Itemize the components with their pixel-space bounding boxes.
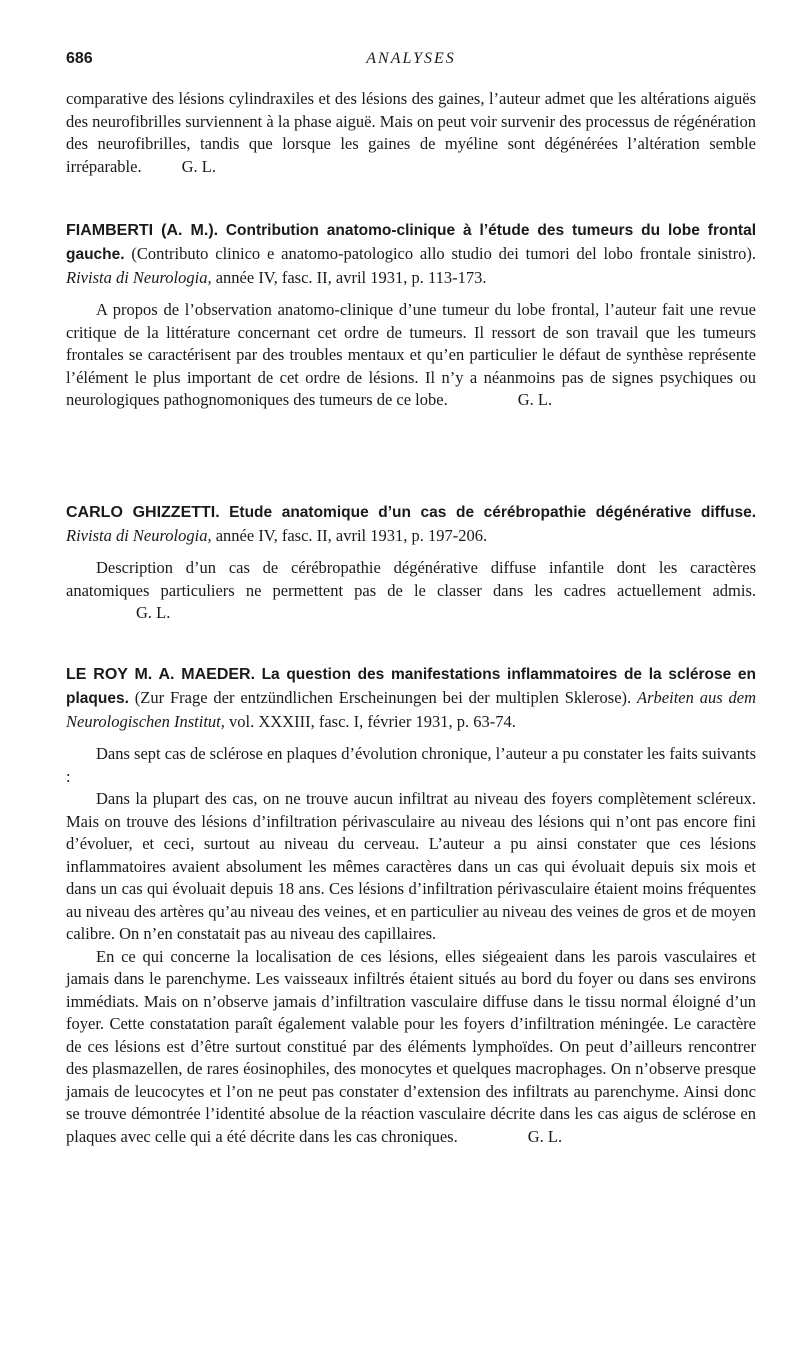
review-fiamberti	[66, 218, 756, 412]
review-reference: année IV, fasc. II, avril 1931, p. 113-173.	[215, 268, 487, 287]
review-body-text: Description d’un cas de cérébropathie dégénérative diffuse infantile dont les caractères anatomiques particuliers ne permettent pas de le classer dans les cadres actuellement admis.	[66, 558, 756, 600]
review-reference: année IV, fasc. II, avril 1931, p. 197-206.	[215, 526, 488, 545]
intro-section	[66, 88, 756, 178]
review-heading	[66, 500, 756, 547]
intro-signature: G. L.	[181, 156, 216, 176]
review-journal: Rivista di Neurologia,	[66, 526, 212, 545]
review-title: Contribution anatomo-clinique à l’étude des tumeurs du lobe frontal gauche.	[66, 222, 756, 263]
review-heading	[66, 218, 756, 289]
review-ghizzetti	[66, 500, 756, 625]
review-reference: vol. XXXIII, fasc. I, février 1931, p. 63-74.	[229, 712, 516, 731]
review-body-text: A propos de l’observation anatomo-clinique d’une tumeur du lobe frontal, l’auteur fait une revue critique de la littérature concernant cet ordre de tumeurs. Il ressort de son travail que les tumeurs frontales se caractérisent par des troubles mentaux et qu’en particulier le défaut de synthèse représente l’élément le plus important de cet ordre de lésions. Il n’y a néanmoins pas de signes psychiques ou neurologiques pathognomoniques des tumeurs de ce lobe.	[66, 300, 756, 409]
page-number: 686	[66, 50, 93, 67]
review-body-p1: Dans sept cas de sclérose en plaques d’évolution chronique, l’auteur a pu constater les faits suivants :	[66, 744, 756, 786]
review-signature: G. L.	[136, 603, 171, 622]
review-journal: Rivista di Neurologia,	[66, 268, 212, 287]
review-author: CARLO GHIZZETTI.	[66, 504, 220, 521]
review-title: La question des manifestations inflammatoires de la sclérose en plaques.	[66, 666, 757, 707]
review-leroy-maeder	[66, 662, 756, 1148]
review-body-text: En ce qui concerne la localisation de ces lésions, elles siégeaient dans les parois vasculaires et jamais dans le parenchyme. Les vaisseaux infiltrés étaient situés au bord du foyer ou dans ses environs immédiats. Mais on n’observe jamais d’infiltration vasculaire diffuse dans le tissu normal éloigné d’un foyer. Cette constatation paraît également valable pour les foyers d’infiltration méningée. Le caractère de ces lésions est d’être surtout constitué par des éléments lymphoïdes. On peut d’ailleurs rencontrer des plasmazellen, de rares éosinophiles, des monocytes et quelques macrophages. On n’observe presque jamais de leucocytes et l’on ne peut pas constater d’extension des infiltrats au parenchyme. Ainsi donc se trouve démontrée l’identité absolue de la réaction vasculaire décrite dans les cas aigus de sclérose en plaques avec celle qui a été décrite dans les cas chroniques.	[66, 946, 756, 1146]
review-heading	[66, 662, 756, 733]
running-head: ANALYSES	[366, 50, 456, 67]
intro-text: comparative des lésions cylindraxiles et des lésions des gaines, l’auteur admet que les altérations aiguës des neurofibrilles surviennent à la phase aiguë. Mais on peut voir survenir des processus de régénération des neurofibrilles, tandis que lorsque les gaines de myéline sont dégénérées l’altération semble irréparable.	[66, 89, 756, 176]
review-author: LE ROY M. A. MAEDER.	[66, 666, 256, 683]
review-body	[66, 299, 756, 412]
review-signature: G. L.	[527, 1126, 563, 1146]
review-subtitle: (Zur Frage der entzündlichen Erscheinungen bei der multiplen Sklerose).	[134, 688, 632, 707]
intro-paragraph	[66, 88, 756, 178]
review-body-p2: Dans la plupart des cas, on ne trouve aucun infiltrat au niveau des foyers complètement scléreux. Mais on trouve des lésions d’infiltration périvasculaire au niveau des lésions qui n’ont pas encore fini d’évoluer, et ceci, surtout au niveau du cerveau. L’auteur a pu ainsi constater que ces lésions inflammatoires avaient absolument les mêmes caractères dans un cas qui évoluait depuis six mois et dans un cas qui évoluait depuis 18 ans. Ces lésions d’infiltration périvasculaire étaient moins fréquentes au niveau des artères qu’au niveau des veines, et en particulier au niveau des veines de gros et de moyen calibre. On n’en constatait pas au niveau des capillaires.	[66, 789, 756, 943]
review-author: FIAMBERTI (A. M.).	[66, 222, 219, 239]
review-title: Etude anatomique d’un cas de cérébropathie dégénérative diffuse.	[229, 504, 757, 521]
review-subtitle: (Contributo clinico e anatomo-patologico allo studio dei tumori del lobo frontale sinistro).	[131, 244, 756, 263]
review-body-p3	[66, 946, 756, 1149]
review-body	[66, 557, 756, 625]
page-header	[66, 50, 756, 74]
review-signature: G. L.	[517, 390, 553, 409]
review-journal: Arbeiten aus dem Neurologischen Institut,	[66, 688, 757, 731]
